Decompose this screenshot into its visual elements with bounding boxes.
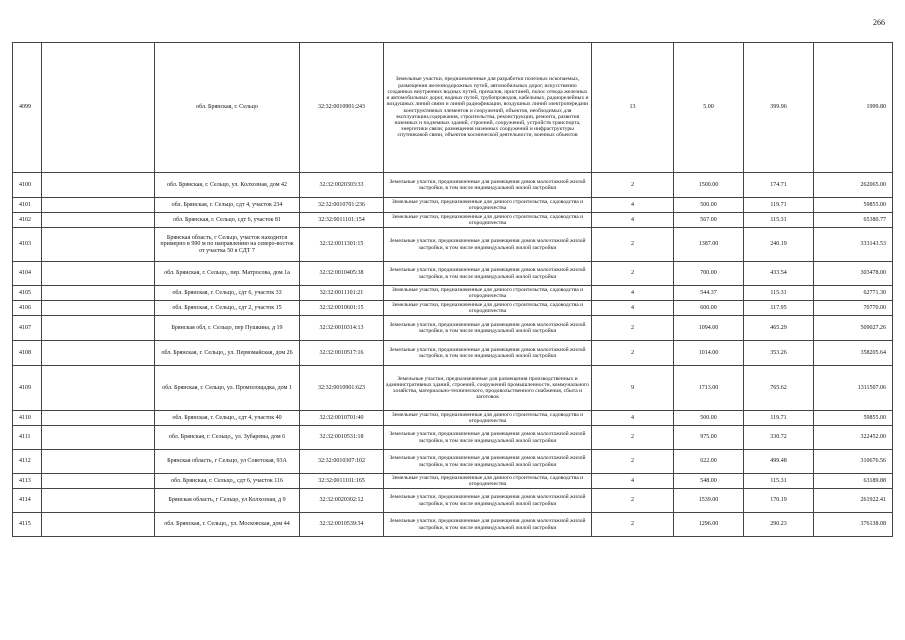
group-cell: 4	[592, 286, 674, 301]
table-row	[13, 474, 893, 489]
cadastral-value-cell: 509027.26	[814, 316, 893, 341]
address-cell: обл. Брянская, г. Сельцо,, ул. Зубаревы, дом 6	[155, 426, 300, 450]
area-cell: 1539.00	[674, 489, 744, 513]
address-cell: обл. Брянская, г. Сельцо	[155, 43, 300, 173]
rate-cell: 330.72	[744, 426, 814, 450]
cadastral-value-cell: 70770.00	[814, 301, 893, 316]
address-cell: обл. Брянская, г. Сельцо, ул. Колхозная, дом 42	[155, 173, 300, 198]
row-number: 4103	[13, 228, 42, 262]
table-row	[13, 450, 893, 474]
cadastral-number-cell: 32:32:0010901:623	[300, 366, 384, 411]
group-cell: 4	[592, 213, 674, 228]
row-number: 4100	[13, 173, 42, 198]
address-cell: Брянская область, г Сельцо, ул Советская, 93А	[155, 450, 300, 474]
rate-cell: 465.29	[744, 316, 814, 341]
row-number: 4106	[13, 301, 42, 316]
cadastral-value-cell: 59855.00	[814, 198, 893, 213]
rate-cell: 765.62	[744, 366, 814, 411]
address-cell: обл. Брянская, г. Сельцо, ул. Промплощадка, дом 1	[155, 366, 300, 411]
blank-cell	[42, 262, 155, 286]
rate-cell: 353.26	[744, 341, 814, 366]
cadastral-value-cell: 262065.00	[814, 173, 893, 198]
area-cell: 1713.00	[674, 366, 744, 411]
blank-cell	[42, 341, 155, 366]
cadastral-table	[12, 42, 893, 537]
row-number: 4102	[13, 213, 42, 228]
table-row	[13, 489, 893, 513]
area-cell: 567.00	[674, 213, 744, 228]
area-cell: 5.00	[674, 43, 744, 173]
table-row	[13, 213, 893, 228]
cadastral-value-cell: 376138.08	[814, 513, 893, 537]
cadastral-value-cell: 261922.41	[814, 489, 893, 513]
rate-cell: 290.23	[744, 513, 814, 537]
table-body	[13, 43, 893, 537]
land-use-cell: Земельные участки, предназначенные для дачного строительства, садоводства и огородничества	[384, 411, 592, 426]
row-number: 4115	[13, 513, 42, 537]
address-cell: обл. Брянская, г. Сельцо,, пер. Матросова, дом 1а	[155, 262, 300, 286]
land-use-cell: Земельные участки, предназначенные для размещения домов малоэтажной жилой застройки, в том числе индивидуальной жилой застройки	[384, 450, 592, 474]
cadastral-number-cell: 32:32:0010314:13	[300, 316, 384, 341]
cadastral-number-cell: 32:32:0011301:15	[300, 228, 384, 262]
cadastral-value-cell: 62771.30	[814, 286, 893, 301]
cadastral-value-cell: 1999.80	[814, 43, 893, 173]
cadastral-number-cell: 32:32:0010601:15	[300, 301, 384, 316]
rate-cell: 117.95	[744, 301, 814, 316]
blank-cell	[42, 474, 155, 489]
table-row	[13, 341, 893, 366]
rate-cell: 115.31	[744, 474, 814, 489]
table-row	[13, 43, 893, 173]
land-use-cell: Земельные участки, предназначенные для дачного строительства, садоводства и огородничества	[384, 213, 592, 228]
land-use-cell: Земельные участки, предназначенные для дачного строительства, садоводства и огородничества	[384, 301, 592, 316]
table-row	[13, 198, 893, 213]
rate-cell: 119.71	[744, 198, 814, 213]
group-cell: 2	[592, 489, 674, 513]
group-cell: 2	[592, 316, 674, 341]
land-use-cell: Земельные участки, предназначенные для размещения домов малоэтажной жилой застройки, в том числе индивидуальной жилой застройки	[384, 513, 592, 537]
area-cell: 1014.00	[674, 341, 744, 366]
cadastral-value-cell: 333143.53	[814, 228, 893, 262]
land-use-cell: Земельные участки, предназначенные для размещения домов малоэтажной жилой застройки, в том числе индивидуальной жилой застройки	[384, 426, 592, 450]
land-use-cell: Земельные участки, предназначенные для размещения домов малоэтажной жилой застройки, в том числе индивидуальной жилой застройки	[384, 316, 592, 341]
rate-cell: 115.31	[744, 213, 814, 228]
blank-cell	[42, 450, 155, 474]
land-use-cell: Земельные участки, предназначенные для размещения производственных и административных зданий, строений, сооружений промышленности, коммунального хозяйства, материально-технического, продовольственного снабжения, сбыта и заготовок	[384, 366, 592, 411]
area-cell: 548.00	[674, 474, 744, 489]
blank-cell	[42, 228, 155, 262]
address-cell: обл. Брянская, г. Сельцо,, сдт 4, участок 40	[155, 411, 300, 426]
blank-cell	[42, 426, 155, 450]
land-use-cell: Земельные участки, предназначенные для разработки полезных ископаемых, размещения железнодорожных путей, автомобильных дорог, искусственно созданных внутренних водных путей, причалов, пристаней, полос отвода железных и автомобильных дорог, водных путей, трубопроводов, кабельных, радиорелейных и воздушных линий связи и линий радиофикации, воздушных линий электропередачи конструктивных элементов и сооружений, объектов, необходимых для эксплуатации,содержания, строительства, реконструкции, ремонта, развития наземных и подземных зданий, строений, сооружений, устройств транспорта, энергетики связи; размещения наземных сооружений и инфраструктуры спутниковой связи, объектов космической деятельности, военных объектов	[384, 43, 592, 173]
group-cell: 2	[592, 450, 674, 474]
cadastral-value-cell: 322452.00	[814, 426, 893, 450]
rate-cell: 170.19	[744, 489, 814, 513]
area-cell: 500.00	[674, 198, 744, 213]
area-cell: 1500.00	[674, 173, 744, 198]
group-cell: 13	[592, 43, 674, 173]
table-row	[13, 228, 893, 262]
address-cell: обл. Брянская, г. Сельцо, сдт 4, участок 234	[155, 198, 300, 213]
group-cell: 2	[592, 262, 674, 286]
row-number: 4104	[13, 262, 42, 286]
cadastral-value-cell: 303478.00	[814, 262, 893, 286]
group-cell: 4	[592, 301, 674, 316]
cadastral-number-cell: 32:32:0010539:34	[300, 513, 384, 537]
area-cell: 500.00	[674, 411, 744, 426]
group-cell: 2	[592, 173, 674, 198]
row-number: 4099	[13, 43, 42, 173]
group-cell: 2	[592, 341, 674, 366]
address-cell: обл. Брянская, г. Сельцо,, ул. Московская, дом 44	[155, 513, 300, 537]
area-cell: 622.00	[674, 450, 744, 474]
group-cell: 4	[592, 411, 674, 426]
land-use-cell: Земельные участки, предназначенные для размещения домов малоэтажной жилой застройки, в том числе индивидуальной жилой застройки	[384, 489, 592, 513]
land-use-cell: Земельные участки, предназначенные для дачного строительства, садоводства и огородничества	[384, 474, 592, 489]
area-cell: 1094.00	[674, 316, 744, 341]
row-number: 4101	[13, 198, 42, 213]
cadastral-number-cell: 32:32:0011101:21	[300, 286, 384, 301]
rate-cell: 433.54	[744, 262, 814, 286]
row-number: 4108	[13, 341, 42, 366]
rate-cell: 499.48	[744, 450, 814, 474]
blank-cell	[42, 213, 155, 228]
row-number: 4114	[13, 489, 42, 513]
table-row	[13, 426, 893, 450]
cadastral-number-cell: 32:32:0010531:18	[300, 426, 384, 450]
cadastral-value-cell: 1311507.06	[814, 366, 893, 411]
rate-cell: 240.19	[744, 228, 814, 262]
rate-cell: 119.71	[744, 411, 814, 426]
address-cell: Брянская область, г Сельцо, ул Колхозная, д 9	[155, 489, 300, 513]
rate-cell: 174.71	[744, 173, 814, 198]
address-cell: Брянская область, г Сельцо, участок находится примерно в 990 м по направлению на северо-восток от участка 50 в СДТ 7	[155, 228, 300, 262]
table-row	[13, 301, 893, 316]
cadastral-number-cell: 32:32:0020303:33	[300, 173, 384, 198]
table-row	[13, 411, 893, 426]
address-cell: обл. Брянская, г. Сельцо, сдт 6, участок 81	[155, 213, 300, 228]
cadastral-value-cell: 63189.88	[814, 474, 893, 489]
blank-cell	[42, 316, 155, 341]
table-row	[13, 173, 893, 198]
blank-cell	[42, 513, 155, 537]
cadastral-value-cell: 65380.77	[814, 213, 893, 228]
group-cell: 2	[592, 426, 674, 450]
table-row	[13, 316, 893, 341]
cadastral-number-cell: 32:32:0011101:165	[300, 474, 384, 489]
blank-cell	[42, 286, 155, 301]
address-cell: Брянская обл, г. Сельцо, пер Пушкина, д 19	[155, 316, 300, 341]
area-cell: 975.00	[674, 426, 744, 450]
cadastral-number-cell: 32:32:0011101:154	[300, 213, 384, 228]
page-number: 266	[873, 18, 885, 27]
cadastral-number-cell: 32:32:0010307:102	[300, 450, 384, 474]
table-row	[13, 286, 893, 301]
rate-cell: 399.96	[744, 43, 814, 173]
area-cell: 600.00	[674, 301, 744, 316]
land-use-cell: Земельные участки, предназначенные для размещения домов малоэтажной жилой застройки, в том числе индивидуальной жилой застройки	[384, 173, 592, 198]
address-cell: обл. Брянская, г. Сельцо,, сдт 6, участок 33	[155, 286, 300, 301]
cadastral-value-cell: 59855.00	[814, 411, 893, 426]
land-use-cell: Земельные участки, предназначенные для размещения домов малоэтажной жилой застройки, в том числе индивидуальной жилой застройки	[384, 341, 592, 366]
cadastral-number-cell: 32:32:0010701:40	[300, 411, 384, 426]
land-use-cell: Земельные участки, предназначенные для размещения домов малоэтажной жилой застройки, в том числе индивидуальной жилой застройки	[384, 228, 592, 262]
cadastral-number-cell: 32:32:0020302:12	[300, 489, 384, 513]
table-row	[13, 262, 893, 286]
cadastral-number-cell: 32:32:0010701:236	[300, 198, 384, 213]
address-cell: обл. Брянская, г. Сельцо,, сдт 6, участок 116	[155, 474, 300, 489]
land-use-cell: Земельные участки, предназначенные для размещения домов малоэтажной жилой застройки, в том числе индивидуальной жилой застройки	[384, 262, 592, 286]
row-number: 4109	[13, 366, 42, 411]
table-row	[13, 366, 893, 411]
group-cell: 4	[592, 198, 674, 213]
blank-cell	[42, 489, 155, 513]
group-cell: 9	[592, 366, 674, 411]
row-number: 4105	[13, 286, 42, 301]
row-number: 4113	[13, 474, 42, 489]
row-number: 4110	[13, 411, 42, 426]
group-cell: 2	[592, 228, 674, 262]
area-cell: 544.37	[674, 286, 744, 301]
table-row	[13, 513, 893, 537]
rate-cell: 115.31	[744, 286, 814, 301]
area-cell: 1296.00	[674, 513, 744, 537]
blank-cell	[42, 411, 155, 426]
blank-cell	[42, 43, 155, 173]
area-cell: 1387.00	[674, 228, 744, 262]
group-cell: 4	[592, 474, 674, 489]
address-cell: обл. Брянская, г. Сельцо,, ул. Первомайская, дом 26	[155, 341, 300, 366]
blank-cell	[42, 301, 155, 316]
blank-cell	[42, 366, 155, 411]
cadastral-value-cell: 310676.56	[814, 450, 893, 474]
blank-cell	[42, 198, 155, 213]
blank-cell	[42, 173, 155, 198]
address-cell: обл. Брянская, г. Сельцо,, сдт 2, участок 15	[155, 301, 300, 316]
cadastral-number-cell: 32:32:0010901:243	[300, 43, 384, 173]
group-cell: 2	[592, 513, 674, 537]
cadastral-number-cell: 32:32:0010405:38	[300, 262, 384, 286]
cadastral-value-cell: 358205.64	[814, 341, 893, 366]
row-number: 4111	[13, 426, 42, 450]
row-number: 4107	[13, 316, 42, 341]
cadastral-number-cell: 32:32:0010517:16	[300, 341, 384, 366]
area-cell: 700.00	[674, 262, 744, 286]
land-use-cell: Земельные участки, предназначенные для дачного строительства, садоводства и огородничества	[384, 286, 592, 301]
row-number: 4112	[13, 450, 42, 474]
land-use-cell: Земельные участки, предназначенные для дачного строительства, садоводства и огородничества	[384, 198, 592, 213]
